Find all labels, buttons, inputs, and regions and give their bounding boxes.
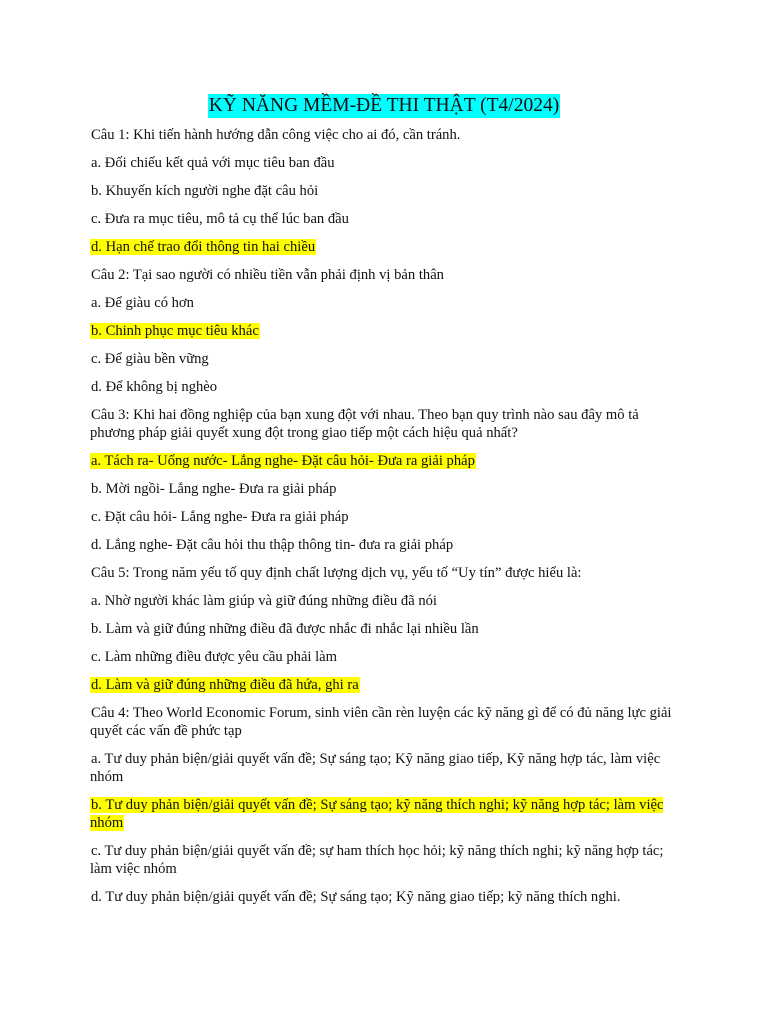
title-container	[0, 94, 768, 118]
answer-option	[90, 378, 680, 396]
line-text: Câu 1: Khi tiến hành hướng dẫn công việc cho ai đó, cần tránh.	[91, 127, 461, 143]
answer-option	[90, 210, 680, 228]
question-text	[90, 564, 680, 582]
question-text	[90, 126, 680, 144]
line-text: c. Tư duy phản biện/giải quyết vấn đề; sự ham thích học hỏi; kỹ năng thích nghi; kỹ năng hợp tác; làm việc nhóm	[90, 843, 664, 877]
answer-option	[90, 676, 680, 694]
line-text: c. Đưa ra mục tiêu, mô tả cụ thể lúc ban đầu	[91, 211, 349, 227]
answer-option	[90, 536, 680, 554]
answer-option	[90, 154, 680, 172]
line-text: d. Tư duy phản biện/giải quyết vấn đề; Sự sáng tạo; Kỹ năng giao tiếp; kỹ năng thích nghi.	[91, 889, 621, 905]
line-text: Câu 3: Khi hai đồng nghiệp của bạn xung đột với nhau. Theo bạn quy trình nào sau đây mô tả phương pháp giải quyết xung đột trong giao tiếp một cách hiệu quả nhất?	[90, 407, 639, 441]
answer-option	[90, 620, 680, 638]
line-text: Câu 2: Tại sao người có nhiều tiền vẫn phải định vị bản thân	[91, 267, 444, 283]
answer-option	[90, 592, 680, 610]
answer-option	[90, 648, 680, 666]
line-text: d. Để không bị nghèo	[91, 379, 218, 395]
answer-option	[90, 750, 680, 786]
line-text: Câu 4: Theo World Economic Forum, sinh viên cần rèn luyện các kỹ năng gì để có đủ năng lực giải quyết các vấn đề phức tạp	[90, 705, 672, 739]
line-text: a. Nhờ người khác làm giúp và giữ đúng những điều đã nói	[91, 593, 437, 609]
question-list	[90, 126, 680, 916]
line-text: a. Tư duy phản biện/giải quyết vấn đề; Sự sáng tạo; Kỹ năng giao tiếp, Kỹ năng hợp tác, làm việc nhóm	[90, 751, 661, 785]
answer-option	[90, 888, 680, 906]
document-title: KỸ NĂNG MỀM-ĐỀ THI THẬT (T4/2024)	[208, 95, 560, 116]
line-text: c. Để giàu bền vững	[91, 351, 209, 367]
highlighted-answer-text: b. Chinh phục mục tiêu khác	[91, 323, 259, 339]
line-text: a. Đối chiếu kết quả với mục tiêu ban đầu	[91, 155, 335, 171]
highlighted-answer-text: a. Tách ra- Uống nước- Lắng nghe- Đặt câu hỏi- Đưa ra giải pháp	[91, 453, 475, 469]
line-text: a. Để giàu có hơn	[91, 295, 194, 311]
answer-option	[90, 796, 680, 832]
question-text	[90, 266, 680, 284]
answer-option	[90, 350, 680, 368]
answer-option	[90, 842, 680, 878]
answer-option	[90, 294, 680, 312]
line-text: c. Đặt câu hỏi- Lắng nghe- Đưa ra giải pháp	[91, 509, 349, 525]
answer-option	[90, 480, 680, 498]
line-text: d. Lắng nghe- Đặt câu hỏi thu thập thông tin- đưa ra giải pháp	[91, 537, 454, 553]
line-text: b. Làm và giữ đúng những điều đã được nhắc đi nhắc lại nhiều lần	[91, 621, 479, 637]
line-text: c. Làm những điều được yêu cầu phải làm	[91, 649, 338, 665]
line-text: b. Khuyến kích người nghe đặt câu hỏi	[91, 183, 319, 199]
answer-option	[90, 452, 680, 470]
line-text: Câu 5: Trong năm yếu tố quy định chất lượng dịch vụ, yếu tố “Uy tín” được hiểu là:	[91, 565, 582, 581]
highlighted-answer-text: b. Tư duy phản biện/giải quyết vấn đề; Sự sáng tạo; kỹ năng thích nghi; kỹ năng hợp tác; làm việc nhóm	[90, 797, 664, 831]
question-text	[90, 406, 680, 442]
answer-option	[90, 238, 680, 256]
highlighted-answer-text: d. Làm và giữ đúng những điều đã hứa, ghi ra	[91, 677, 359, 693]
question-text	[90, 704, 680, 740]
highlighted-answer-text: d. Hạn chế trao đổi thông tin hai chiều	[91, 239, 316, 255]
answer-option	[90, 508, 680, 526]
line-text: b. Mời ngồi- Lắng nghe- Đưa ra giải pháp	[91, 481, 337, 497]
answer-option	[90, 182, 680, 200]
answer-option	[90, 322, 680, 340]
